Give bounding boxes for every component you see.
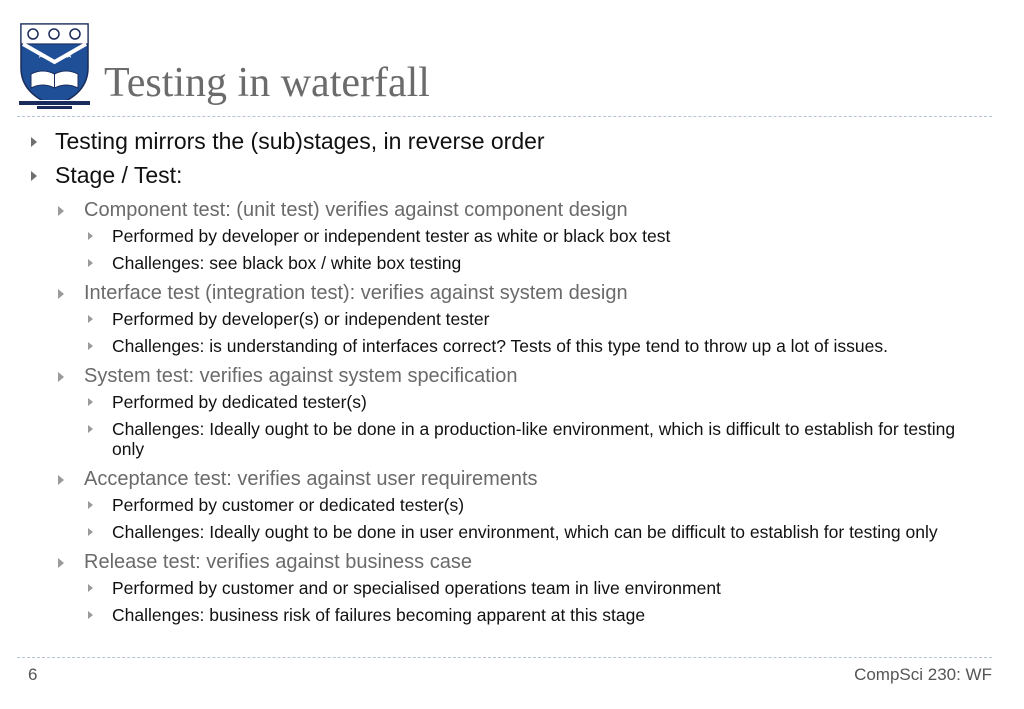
- detail-text: Performed by developer(s) or independent tester: [112, 309, 490, 329]
- slide-title: Testing in waterfall: [104, 60, 430, 106]
- bullet-level1: [22, 161, 992, 195]
- bullet-arrow-icon: [58, 558, 64, 568]
- detail-bullet: [22, 336, 992, 356]
- detail-text: Challenges: is understanding of interfaces correct? Tests of this type tend to throw up a lot of issues.: [112, 336, 888, 356]
- detail-bullet: [22, 605, 992, 625]
- bullet-arrow-icon: [88, 425, 93, 433]
- bullet-arrow-icon: [88, 259, 93, 267]
- detail-bullet: [22, 226, 992, 246]
- bullet-text: Stage / Test:: [55, 162, 183, 188]
- stage-text: Release test: verifies against business case: [84, 551, 472, 573]
- detail-bullet: [22, 309, 992, 329]
- bullet-arrow-icon: [88, 501, 93, 509]
- svg-text:★: ★: [37, 51, 46, 61]
- stage-bullet: [22, 363, 992, 389]
- detail-bullet: [22, 419, 992, 459]
- bullet-text: Testing mirrors the (sub)stages, in reverse order: [55, 128, 545, 154]
- bullet-arrow-icon: [88, 528, 93, 536]
- bullet-arrow-icon: [88, 611, 93, 619]
- bullet-arrow-icon: [88, 398, 93, 406]
- bullet-arrow-icon: [88, 584, 93, 592]
- header-divider: [17, 116, 992, 117]
- detail-text: Performed by customer and or specialised operations team in live environment: [112, 578, 721, 598]
- stage-bullet: [22, 280, 992, 306]
- bullet-arrow-icon: [58, 372, 64, 382]
- stage-text: Acceptance test: verifies against user requirements: [84, 468, 538, 490]
- bullet-level1: [22, 127, 992, 161]
- university-crest-icon: [17, 22, 92, 110]
- stage-bullet: [22, 197, 992, 223]
- detail-bullet: [22, 522, 992, 542]
- detail-text: Performed by developer or independent tester as white or black box test: [112, 226, 671, 246]
- detail-bullet: [22, 495, 992, 515]
- detail-text: Performed by dedicated tester(s): [112, 392, 367, 412]
- bullet-arrow-icon: [88, 315, 93, 323]
- stage-bullet: [22, 549, 992, 575]
- stage-text: Interface test (integration test): verifies against system design: [84, 282, 628, 304]
- bullet-arrow-icon: [58, 289, 64, 299]
- detail-bullet: [22, 578, 992, 598]
- stage-text: System test: verifies against system specification: [84, 365, 518, 387]
- course-label: CompSci 230: WF: [854, 665, 992, 684]
- bullet-arrow-icon: [58, 475, 64, 485]
- svg-text:★: ★: [65, 51, 74, 61]
- detail-bullet: [22, 392, 992, 412]
- university-logo: [17, 22, 92, 110]
- bullet-arrow-icon: [31, 171, 37, 181]
- stage-text: Component test: (unit test) verifies against component design: [84, 199, 628, 221]
- bullet-arrow-icon: [88, 232, 93, 240]
- slide-body: [22, 127, 992, 632]
- page-number: 6: [28, 665, 38, 684]
- bullet-arrow-icon: [88, 342, 93, 350]
- detail-text: Performed by customer or dedicated tester(s): [112, 495, 465, 515]
- stage-bullet: [22, 466, 992, 492]
- detail-bullet: [22, 253, 992, 273]
- bullet-arrow-icon: [31, 137, 37, 147]
- detail-text: Challenges: see black box / white box testing: [112, 253, 462, 273]
- detail-text: Challenges: Ideally ought to be done in user environment, which can be difficult to establish for testing only: [112, 522, 938, 542]
- footer-divider: [17, 657, 992, 658]
- detail-text: Challenges: business risk of failures becoming apparent at this stage: [112, 605, 646, 625]
- bullet-arrow-icon: [58, 206, 64, 216]
- detail-text: Challenges: Ideally ought to be done in a production-like environment, which is difficult to establish for testing only: [112, 419, 956, 459]
